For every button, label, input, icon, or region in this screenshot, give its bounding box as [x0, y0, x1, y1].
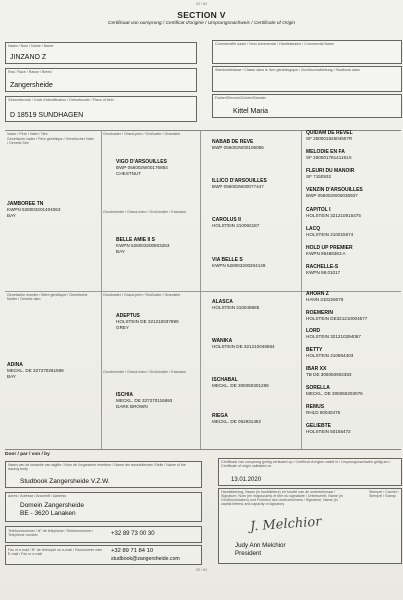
grandsire-header: Grootvader / Grand-père / Großvater / Grandsire — [103, 132, 181, 136]
handwritten-signature: J. Melchior — [249, 514, 322, 535]
ancestor-entry — [306, 168, 354, 180]
horse-name: LORD — [306, 328, 321, 334]
horse-color: CHESTNUT — [116, 170, 142, 176]
ancestor-entry — [306, 404, 340, 416]
horse-name: CAPITOL I — [306, 207, 331, 213]
horse-id: HOLSTEIN 210015674 — [306, 232, 354, 238]
horse-id: BWP 056002W00036937 — [306, 193, 358, 199]
page-number-bottom: 25 / 60 — [196, 568, 207, 572]
issuing-body-value: Studbook Zangersheide V.Z.W. — [20, 478, 110, 485]
breeder-label: Fokker/Eleveur/Züchter/Breeder — [215, 96, 267, 100]
horse-name: VIA BELLE S — [212, 257, 243, 263]
horse-id: SF 25000178141191X — [306, 155, 352, 161]
horse-id: KWPN 528003200204149 — [212, 263, 266, 269]
horse-name: ADEPTUS — [116, 313, 140, 319]
horse-name: WANIKA — [212, 338, 233, 344]
horse-name: QUIDAM DE REVEL — [306, 130, 353, 136]
horse-id: HOLSTEIN 210864403 — [306, 353, 354, 359]
validation-date-label: Certificaat van oorsprong geldig verklaard op / Certificat d'origine validé le / Ursprungsnachweis gültig am / Certificate of origin validated on — [221, 460, 391, 468]
breed-label: Ras / Race / Rasse / Breed — [8, 70, 52, 74]
validation-date-field — [218, 458, 402, 486]
studbook-class-label: Stamboekklasse / Classe dans le livre généalogique / Zuchtbuchabteilung / Studbook class — [215, 68, 360, 72]
ancestor-entry — [306, 366, 351, 378]
address-field — [5, 492, 202, 522]
ancestor-entry — [306, 347, 353, 359]
page-number-top: 24 / 60 — [196, 2, 207, 6]
commercial-name-field — [212, 40, 402, 64]
horse-id: BWP 056002W00106095 — [212, 145, 264, 151]
studbook-class-field — [212, 66, 402, 92]
horse-id: MECKL. DE 305050301289 — [212, 383, 269, 389]
horse-name: RACHELLE-S — [306, 264, 339, 270]
telephone-label: Telefoonnummer / N° de téléphone / Telefonnummer / Telephone number — [8, 529, 94, 537]
ancestor-entry — [306, 264, 340, 276]
name-value: JINZANO Z — [10, 54, 47, 61]
horse-id: HOLSTEIN DE 321210037890 — [116, 319, 179, 325]
horse-name: RIEGA — [212, 413, 228, 419]
horse-id: HOLSTEIN 210049685 — [212, 305, 260, 311]
fax-value: +32 89 71 84 10 — [111, 548, 154, 554]
horse-name: FLEURI DU MANOIR — [306, 168, 355, 174]
horse-id: HOLSTEIN DE321210004577 — [306, 316, 368, 322]
sire-sub-header: Genetische vader / Père génétique / Genetischer Vater / Genetic Sire — [7, 137, 95, 146]
sire-color: BAY — [7, 212, 16, 218]
horse-name: BETTY — [306, 347, 323, 353]
sire-sire-entry — [116, 159, 168, 177]
horse-name: BELLE AMIE II S — [116, 237, 155, 243]
signer-name: Judy Ann Melchior — [235, 542, 286, 549]
horse-name: LACQ — [306, 226, 321, 232]
sd-sire-entry — [212, 217, 259, 229]
ancestor-entry — [306, 149, 352, 161]
horse-id: MECKL. DE 052931482 — [212, 419, 262, 425]
ancestor-entry — [306, 423, 351, 435]
section-subtitle: Certificaat van oorsprong / Certificat d'origine / Ursprungsnachweis / Certificate of Origin — [107, 21, 295, 26]
horse-name: REMUS — [306, 404, 325, 410]
sire-entry — [7, 201, 60, 219]
horse-id: HOLSTEIN 50155472 — [306, 429, 351, 435]
ds-dam-entry — [212, 338, 275, 350]
horse-color: BAY — [116, 248, 125, 254]
ancestor-entry — [306, 385, 363, 397]
horse-id: HOLSTEIN 321210615475 — [306, 213, 361, 219]
sd-dam-entry — [212, 257, 265, 269]
horse-id: HOLSTEIN 210092187 — [212, 223, 260, 229]
horse-id: MECKL. DE 305050203076 — [306, 391, 363, 397]
horse-name: CAROLUS II — [212, 217, 241, 223]
horse-id: KWPN 98.01017 — [306, 270, 341, 276]
horse-id: MECKL. DE 327270116693 — [116, 398, 173, 404]
horse-id: HOLSTEIN DE 321210048684 — [212, 344, 275, 350]
horse-name: IBAR XX — [306, 366, 327, 372]
name-label: Naam / Nom / Name / Name — [8, 44, 54, 48]
horse-name: VIGO D'ARSOUILLES — [116, 159, 167, 165]
birthplace-label: Geboortecode / Code d'identification / Geburtscode / Place of birth — [8, 98, 114, 102]
ds-sire-entry — [212, 299, 259, 311]
dam-sire-entry — [116, 313, 179, 331]
horse-id: BWP 056002W00077447 — [212, 184, 264, 190]
dam-id: MECKL. DE 327270261598 — [7, 368, 64, 374]
grandsire-2-header: Grootvader / Grand-père / Großvater / Grandsire — [103, 293, 181, 297]
dam-entry — [7, 362, 64, 380]
fax-email-label: Fax of e-mail / N° de télécopie ou e-mail / Faxnummer oder E-mail / Fax or e-mail — [8, 548, 103, 556]
horse-name: ROEMERIN — [306, 310, 333, 316]
dd-sire-entry — [212, 377, 269, 389]
horse-name: SORELLA — [306, 385, 330, 391]
section-title: SECTION V — [177, 10, 226, 20]
sire-id: KWPN 528003201404063 — [7, 207, 61, 213]
horse-name: MELODIE EN FA — [306, 149, 345, 155]
birthplace-value: D 18519 SUNDHAGEN — [10, 112, 84, 119]
breed-field — [5, 68, 197, 92]
issuing-body-label: Naam van de instantie van afgifte / Nom de l'organisme émetteur / Name der ausstellenden Stelle / Name of the issuing body — [8, 463, 186, 471]
dd-dam-entry — [212, 413, 261, 425]
ancestor-entry — [306, 187, 363, 199]
granddam-2-header: Grootmoeder / Grand-mère / Großmutter / Grandam — [103, 370, 186, 374]
address-line-2: BE - 3620 Lanaken — [20, 510, 76, 517]
telephone-field — [5, 526, 202, 543]
signature-label: Handtekening, Naam (in hoofdletters) en functie van de ondertekenaar / Signature, Nom (en majuscules) et titre du signataire / Unterschrift, Name (in Großbuchstaben) und Funktion des Unterzeichners / Signature, Name (in capital letters) and capacity of signatory — [221, 490, 343, 506]
address-line-1: Domein Zangersheide — [20, 502, 84, 509]
horse-name: ISCHIA — [116, 392, 133, 398]
horse-name: ALASCA — [212, 299, 233, 305]
horse-id: TB DE 306060902393 — [306, 372, 352, 378]
breed-value: Zangersheide — [10, 82, 53, 89]
signer-title: President — [235, 550, 262, 557]
name-field — [5, 42, 197, 64]
issued-by-header: Door / par / von / by — [5, 452, 50, 457]
horse-name: HOLD UP PREMIER — [306, 245, 353, 251]
horse-name: NABAB DE REVE — [212, 139, 254, 145]
dam-name: ADINA — [7, 362, 23, 368]
ancestor-entry — [306, 245, 353, 257]
birthplace-field — [5, 96, 197, 122]
sire-header: Vader / Père / Vater / Sire — [7, 132, 48, 136]
ss-sire-entry — [212, 139, 264, 151]
horse-name: AHORN Z — [306, 291, 329, 297]
sire-name: JAMBOREE TN — [7, 201, 44, 207]
horse-name: ILLICO D'ARSOUILLES — [212, 178, 267, 184]
breeder-value: Kittel Maria — [233, 108, 269, 115]
horse-id: KWPN 528003200803253 — [116, 243, 170, 249]
granddam-header: Grootmoeder / Grand-mère / Großmutter / Grandam — [103, 210, 186, 214]
horse-name: ISCHABAL — [212, 377, 238, 383]
ancestor-entry — [306, 328, 361, 340]
horse-name: GELIEBTE — [306, 423, 332, 429]
commercial-name-label: Commerciële naam / Nom commercial / Handelsname / Commercial Name — [215, 42, 335, 46]
stamp-label: Stempel / Cachet / Stempel / Stamp — [369, 490, 399, 498]
dam-dam-entry — [116, 392, 172, 410]
telephone-value: +32 89 73 00 30 — [111, 531, 155, 537]
horse-name: VENZIN D'ARSOUILLES — [306, 187, 363, 193]
sire-dam-entry — [116, 237, 169, 255]
ancestor-entry — [306, 226, 353, 238]
horse-id: KWPN 95488363 A — [306, 251, 346, 257]
fax-email-field — [5, 545, 202, 565]
validation-date-value: 13.01.2020 — [231, 477, 262, 483]
horse-color: GREY — [116, 324, 130, 330]
dam-header: Genetische moeder / Mère génétique / Genetische Mutter / Genetic dam — [7, 293, 88, 302]
horse-id: SF 7150932 — [306, 174, 332, 180]
horse-id: SF 25000182604507R — [306, 136, 353, 142]
horse-id: BWP 056002W00176884 — [116, 165, 168, 171]
horse-id: RHLD 90040476 — [306, 410, 341, 416]
ancestor-entry — [306, 207, 361, 219]
horse-id: HANN 310226079 — [306, 297, 344, 303]
breeder-field — [212, 94, 402, 118]
ancestor-entry — [306, 130, 353, 142]
ss-dam-entry — [212, 178, 267, 190]
email-value: studbook@zangersheide.com — [111, 556, 180, 562]
horse-id: HOLSTEIN 321210394067 — [306, 334, 361, 340]
address-label: Adres / Adresse / Anschrift / Address — [8, 494, 67, 498]
ancestor-entry — [306, 291, 343, 303]
dam-color: BAY — [7, 373, 16, 379]
horse-color: DARK BROWN — [116, 403, 148, 409]
ancestor-entry — [306, 310, 367, 322]
issuing-body-field — [5, 461, 202, 488]
